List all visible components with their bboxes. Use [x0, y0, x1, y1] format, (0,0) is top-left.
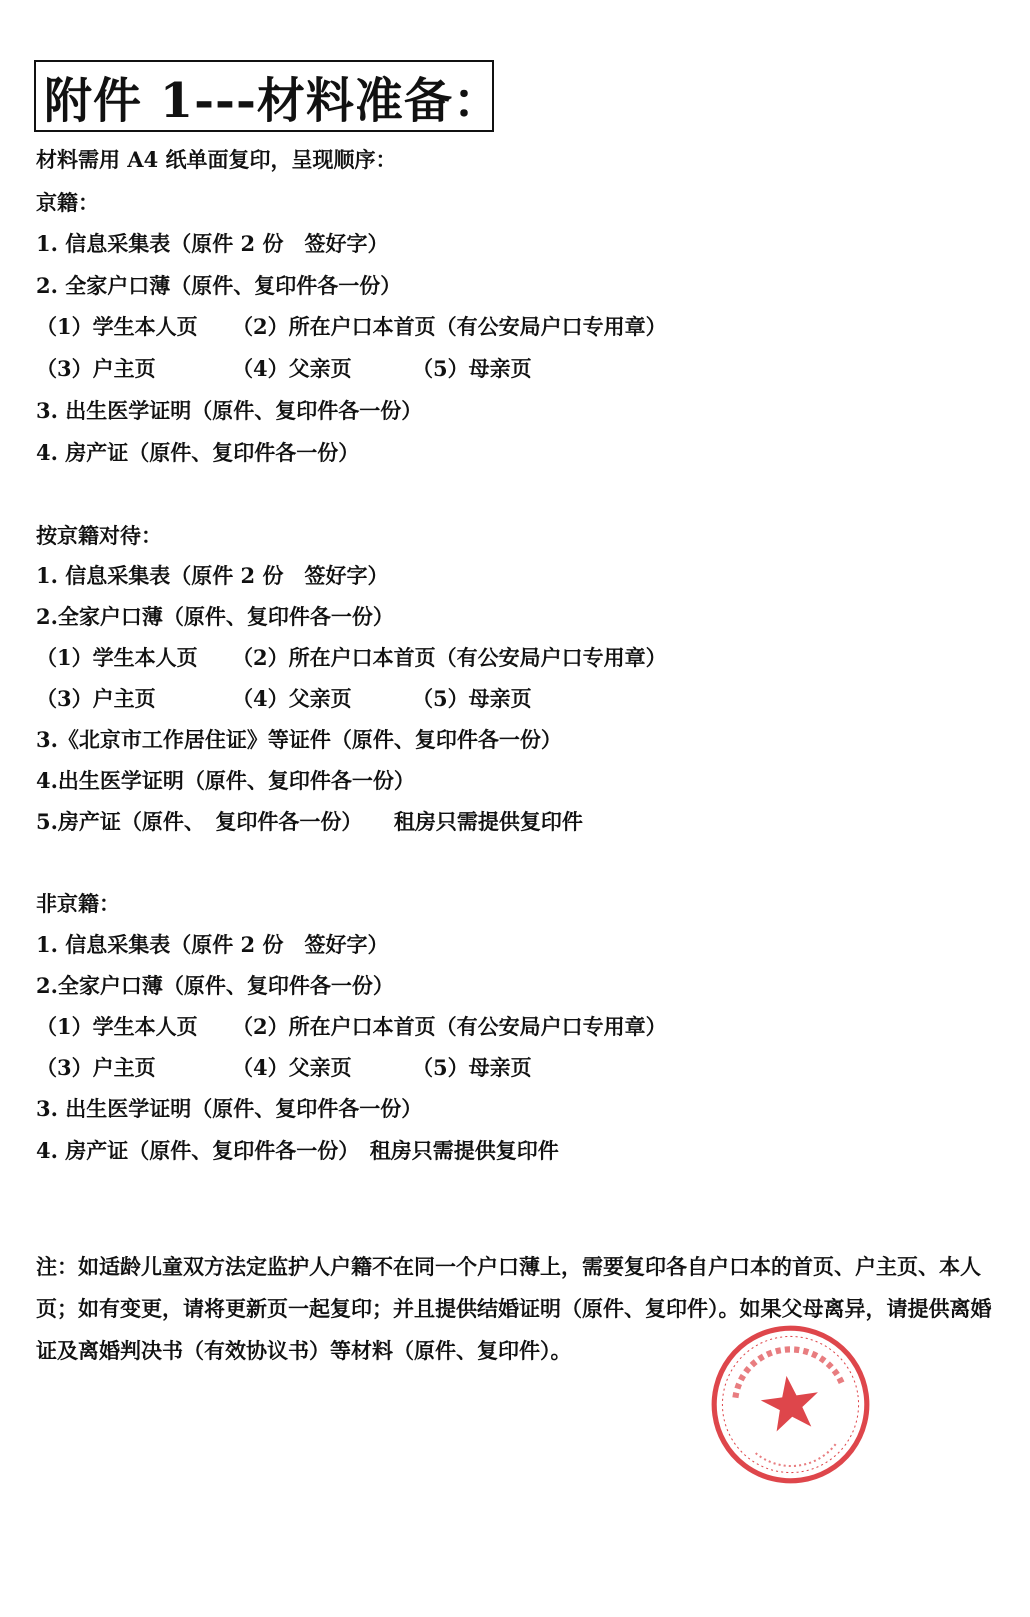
section-heading-non-beijing: 非京籍：	[36, 891, 120, 916]
intro-text: 材料需用 A4 纸单面复印，呈现顺序：	[36, 147, 397, 172]
sub-item: （2）所在户口本首页（有公安局户口专用章）	[232, 1014, 667, 1039]
sub-item: （4）父亲页	[232, 356, 352, 381]
list-item: 2.全家户口薄（原件、复印件各一份）	[36, 973, 394, 998]
official-seal-icon	[697, 1311, 883, 1497]
sub-item: （5）母亲页	[412, 686, 532, 711]
list-item: 2. 全家户口薄（原件、复印件各一份）	[36, 273, 402, 298]
list-item: 4. 房产证（原件、复印件各一份） 租房只需提供复印件	[36, 1138, 559, 1163]
sub-item: （2）所在户口本首页（有公安局户口专用章）	[232, 314, 667, 339]
note-paragraph: 注：如适龄儿童双方法定监护人户籍不在同一个户口薄上，需要复印各自户口本的首页、户主页、本人页；如有变更，请将更新页一起复印；并且提供结婚证明（原件、复印件）。如果父母离异，请提供离婚证及离婚判决书（有效协议书）等材料（原件、复印件）。	[36, 1254, 992, 1363]
list-item: 4.出生医学证明（原件、复印件各一份）	[36, 768, 415, 793]
sub-item: （1）学生本人页	[36, 1014, 198, 1039]
sub-item: （2）所在户口本首页（有公安局户口专用章）	[232, 645, 667, 670]
sub-item: （3）户主页	[36, 1055, 156, 1080]
title-box	[34, 60, 502, 132]
sub-item: （3）户主页	[36, 686, 156, 711]
sub-item: （1）学生本人页	[36, 314, 198, 339]
list-item: 4. 房产证（原件、复印件各一份）	[36, 440, 360, 465]
list-item: 1. 信息采集表（原件 2 份 签好字）	[36, 563, 389, 588]
list-item: 2.全家户口薄（原件、复印件各一份）	[36, 604, 394, 629]
list-item: 1. 信息采集表（原件 2 份 签好字）	[36, 932, 389, 957]
list-item: 3.《北京市工作居住证》等证件（原件、复印件各一份）	[36, 727, 562, 752]
sub-item: （1）学生本人页	[36, 645, 198, 670]
sub-item: （3）户主页	[36, 356, 156, 381]
document-title: 附件 1---材料准备：	[44, 72, 502, 129]
sub-item: （4）父亲页	[232, 1055, 352, 1080]
sub-item: （5）母亲页	[412, 356, 532, 381]
section-heading-treated-as-beijing: 按京籍对待：	[36, 523, 162, 548]
list-item: 3. 出生医学证明（原件、复印件各一份）	[36, 398, 423, 423]
list-item: 1. 信息采集表（原件 2 份 签好字）	[36, 231, 389, 256]
section-heading-beijing: 京籍：	[36, 190, 99, 215]
sub-item: （4）父亲页	[232, 686, 352, 711]
sub-item: （5）母亲页	[412, 1055, 532, 1080]
list-item: 5.房产证（原件、 复印件各一份） 租房只需提供复印件	[36, 809, 583, 834]
list-item: 3. 出生医学证明（原件、复印件各一份）	[36, 1096, 423, 1121]
